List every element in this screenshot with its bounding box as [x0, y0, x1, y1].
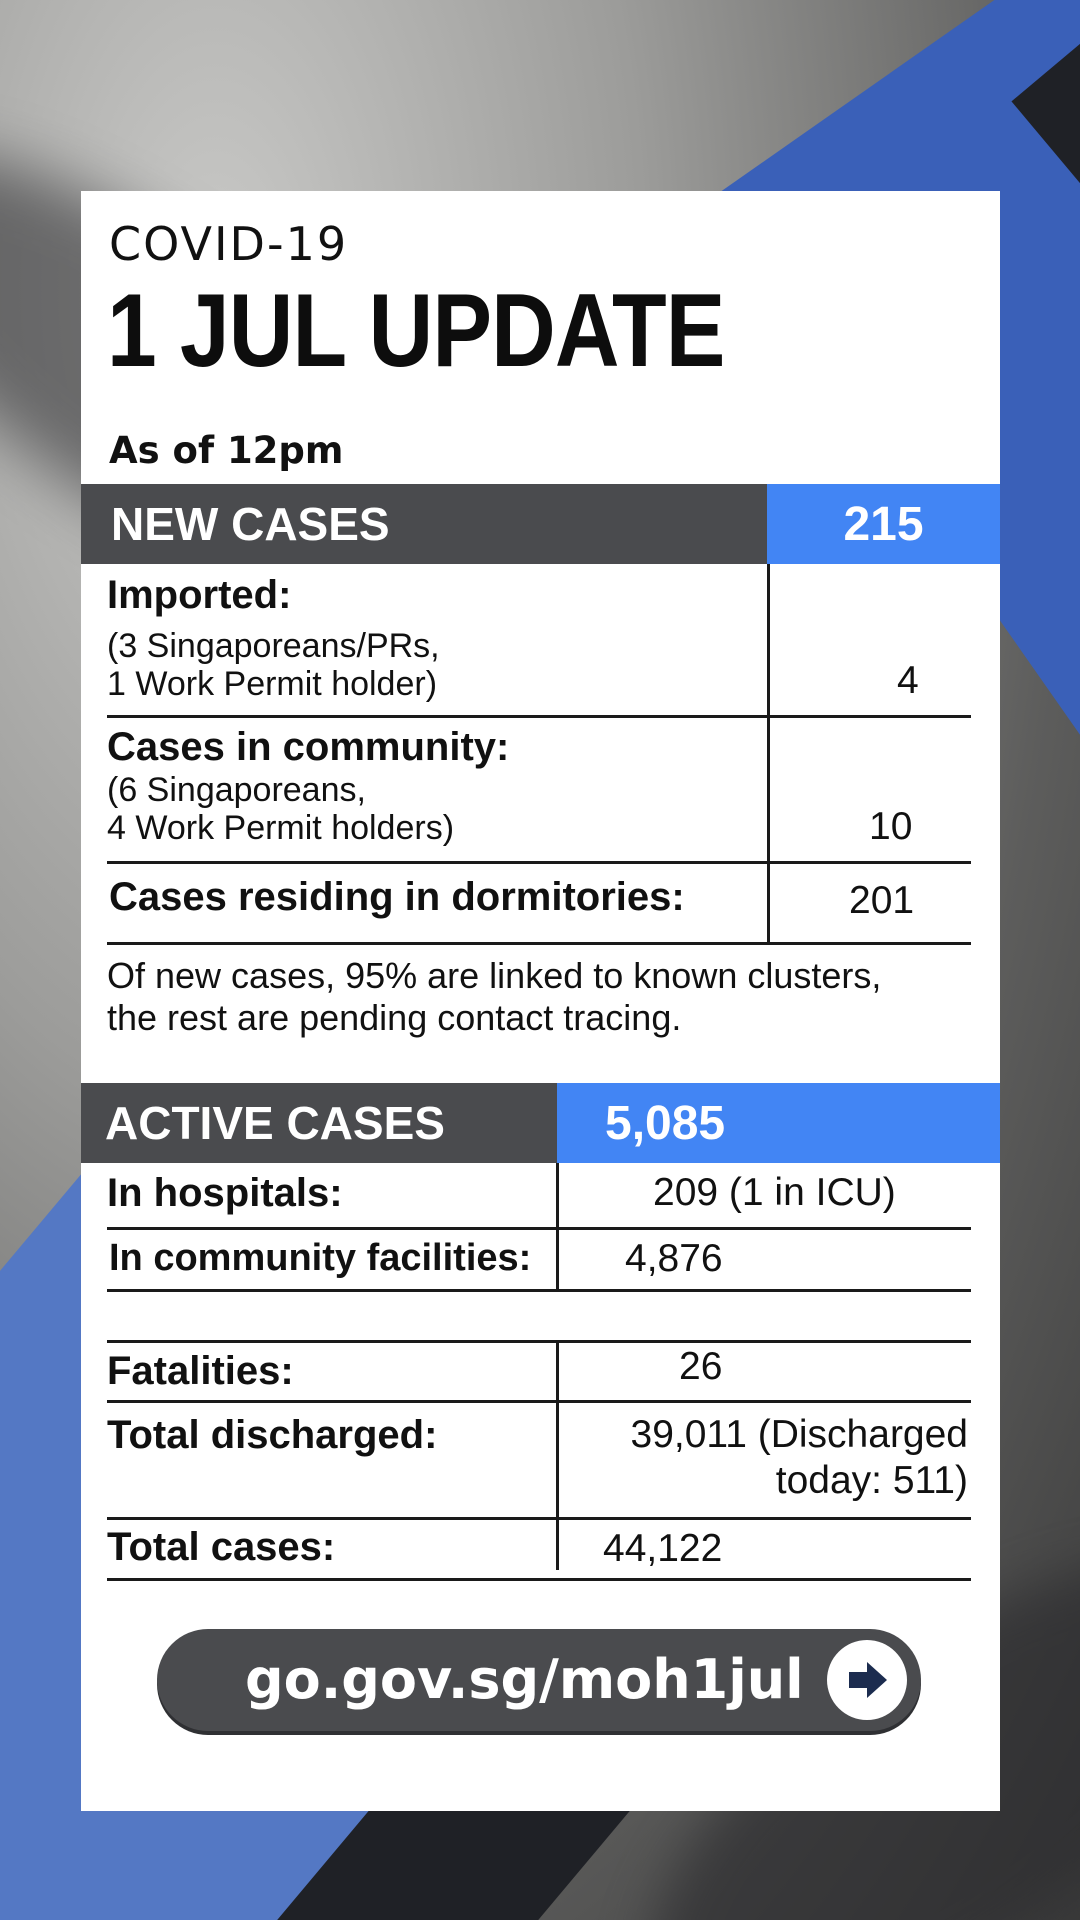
row-divider — [107, 861, 971, 864]
community-label: Cases in community: — [107, 725, 510, 769]
discharged-value-2: today: 511) — [775, 1459, 968, 1502]
clusters-note-2: the rest are pending contact tracing. — [107, 997, 682, 1038]
column-divider — [556, 1340, 559, 1570]
page-title: 1 JUL UPDATE — [107, 273, 725, 389]
community-sub-1: (6 Singaporeans, — [107, 771, 366, 809]
discharged-label: Total discharged: — [107, 1413, 438, 1457]
arrow-right-icon — [827, 1640, 907, 1720]
active-cases-value: 5,085 — [557, 1083, 1000, 1163]
hospitals-value: 209 (1 in ICU) — [653, 1171, 896, 1214]
fatalities-label: Fatalities: — [107, 1349, 294, 1393]
moh-link-text: go.gov.sg/moh1jul — [245, 1648, 804, 1711]
community-facilities-value: 4,876 — [625, 1237, 723, 1280]
update-card — [81, 191, 1000, 1811]
imported-sub-2: 1 Work Permit holder) — [107, 665, 438, 703]
active-cases-label: ACTIVE CASES — [105, 1097, 445, 1149]
dormitories-value: 201 — [849, 879, 915, 922]
row-divider — [107, 1340, 971, 1343]
imported-sub-1: (3 Singaporeans/PRs, — [107, 627, 440, 665]
community-facilities-label: In community facilities: — [109, 1237, 532, 1279]
community-sub-2: 4 Work Permit holders) — [107, 809, 455, 847]
new-cases-bar — [81, 484, 1000, 564]
new-cases-label: NEW CASES — [111, 498, 390, 550]
row-divider — [107, 715, 971, 718]
moh-link-button[interactable] — [157, 1629, 921, 1731]
as-of-time: As of 12pm — [109, 429, 344, 472]
community-value: 10 — [869, 805, 913, 848]
column-divider — [767, 564, 770, 944]
row-divider — [107, 942, 971, 945]
new-cases-value: 215 — [767, 484, 1000, 564]
row-divider — [107, 1289, 971, 1292]
kicker: COVID-19 — [109, 217, 349, 271]
row-divider — [107, 1400, 971, 1403]
row-divider — [107, 1227, 971, 1230]
row-divider — [107, 1517, 971, 1520]
total-cases-label: Total cases: — [107, 1525, 336, 1569]
fatalities-value: 26 — [679, 1345, 723, 1388]
hospitals-label: In hospitals: — [107, 1171, 343, 1215]
discharged-value-1: 39,011 (Discharged — [630, 1413, 968, 1456]
imported-label: Imported: — [107, 573, 292, 617]
total-cases-value: 44,122 — [603, 1527, 723, 1570]
row-divider — [107, 1578, 971, 1581]
active-cases-bar — [81, 1083, 1000, 1163]
dormitories-label: Cases residing in dormitories: — [109, 875, 685, 919]
clusters-note-1: Of new cases, 95% are linked to known clusters, — [107, 955, 882, 996]
imported-value: 4 — [897, 659, 919, 702]
